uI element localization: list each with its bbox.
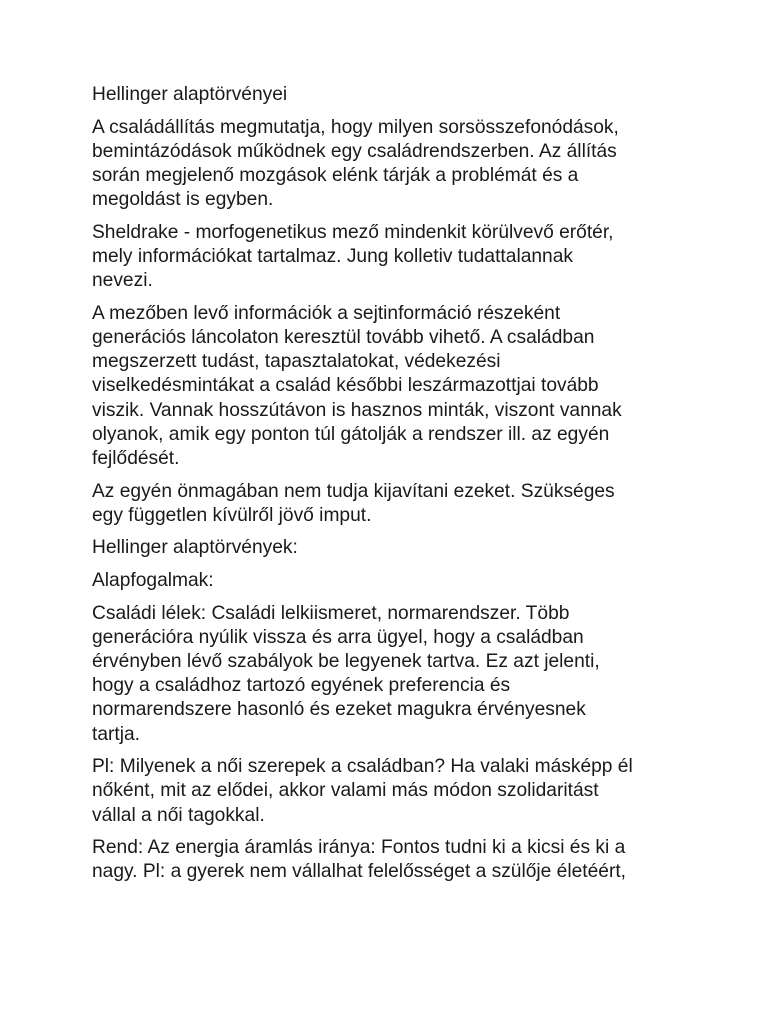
text-line: Családi lélek: Családi lelkiismeret, normarendszer. Több [92, 602, 570, 624]
text-line: Az egyén önmagában nem tudja kijavítani ezeket. Szükséges [92, 480, 615, 502]
text-line: érvényben lévő szabályok be legyenek tartva. Ez azt jelenti, [92, 651, 600, 672]
text-line: vállal a női tagokkal. [92, 804, 265, 826]
text-line: nagy. Pl: a gyerek nem vállalhat felelősséget a szülője életéért, [92, 861, 626, 883]
text-line: hogy a családhoz tartozó egyének preferencia és [92, 675, 511, 697]
paragraph [92, 536, 708, 560]
paragraph [92, 116, 708, 213]
paragraph [92, 221, 708, 294]
document-title [92, 83, 708, 107]
text-line: fejlődését. [92, 448, 180, 470]
text-line: A családállítás megmutatja, hogy milyen sorsösszefonódások, [92, 116, 619, 138]
text-line: olyanok, amik egy ponton túl gátolják a rendszer ill. az egyén [92, 423, 610, 445]
title-line: Hellinger alaptörvényei [92, 84, 288, 105]
text-line: megszerzett tudást, tapasztalatokat, védekezési [92, 351, 501, 373]
text-line: Sheldrake - morfogenetikus mező mindenkit körülvevő erőtér, [92, 221, 614, 243]
text-line: egy független kívülről jövő imput. [92, 504, 372, 526]
paragraph [92, 602, 708, 747]
text-line: Pl: Milyenek a női szerepek a családban? Ha valaki másképp él [92, 756, 633, 778]
text-line: tartja. [92, 723, 140, 745]
document-body [92, 116, 708, 885]
text-line: generációra nyúlik vissza és arra ügyel, hogy a családban [92, 626, 584, 648]
text-line: mely információkat tartalmaz. Jung kolletiv tudattalannak [92, 246, 573, 267]
text-line: viszik. Vannak hosszútávon is hasznos minták, viszont vannak [92, 399, 622, 421]
paragraph [92, 836, 708, 884]
text-line: megoldást is egyben. [92, 189, 274, 211]
paragraph [92, 569, 708, 593]
text-line: során megjelenő mozgások elénk tárják a problémát és a [92, 165, 579, 186]
text-line: nőként, mit az elődei, akkor valami más módon szolidaritást [92, 780, 599, 802]
text-line: Rend: Az energia áramlás iránya: Fontos tudni ki a kicsi és ki a [92, 837, 626, 859]
text-line: generációs láncolaton keresztül tovább vihető. A családban [92, 327, 595, 348]
text-line: A mezőben levő információk a sejtinformáció részeként [92, 302, 561, 324]
text-line: nevezi. [92, 270, 153, 292]
text-line: normarendszere hasonló és ezeket magukra érvényesnek [92, 699, 586, 721]
paragraph [92, 755, 708, 828]
text-line: Hellinger alaptörvények: [92, 537, 298, 559]
paragraph [92, 480, 708, 528]
text-line: viselkedésmintákat a család későbbi leszármazottjai tovább [92, 375, 599, 397]
text-line: bemintázódások működnek egy családrendszerben. Az állítás [92, 140, 617, 162]
paragraph [92, 302, 708, 471]
text-line: Alapfogalmak: [92, 570, 214, 591]
